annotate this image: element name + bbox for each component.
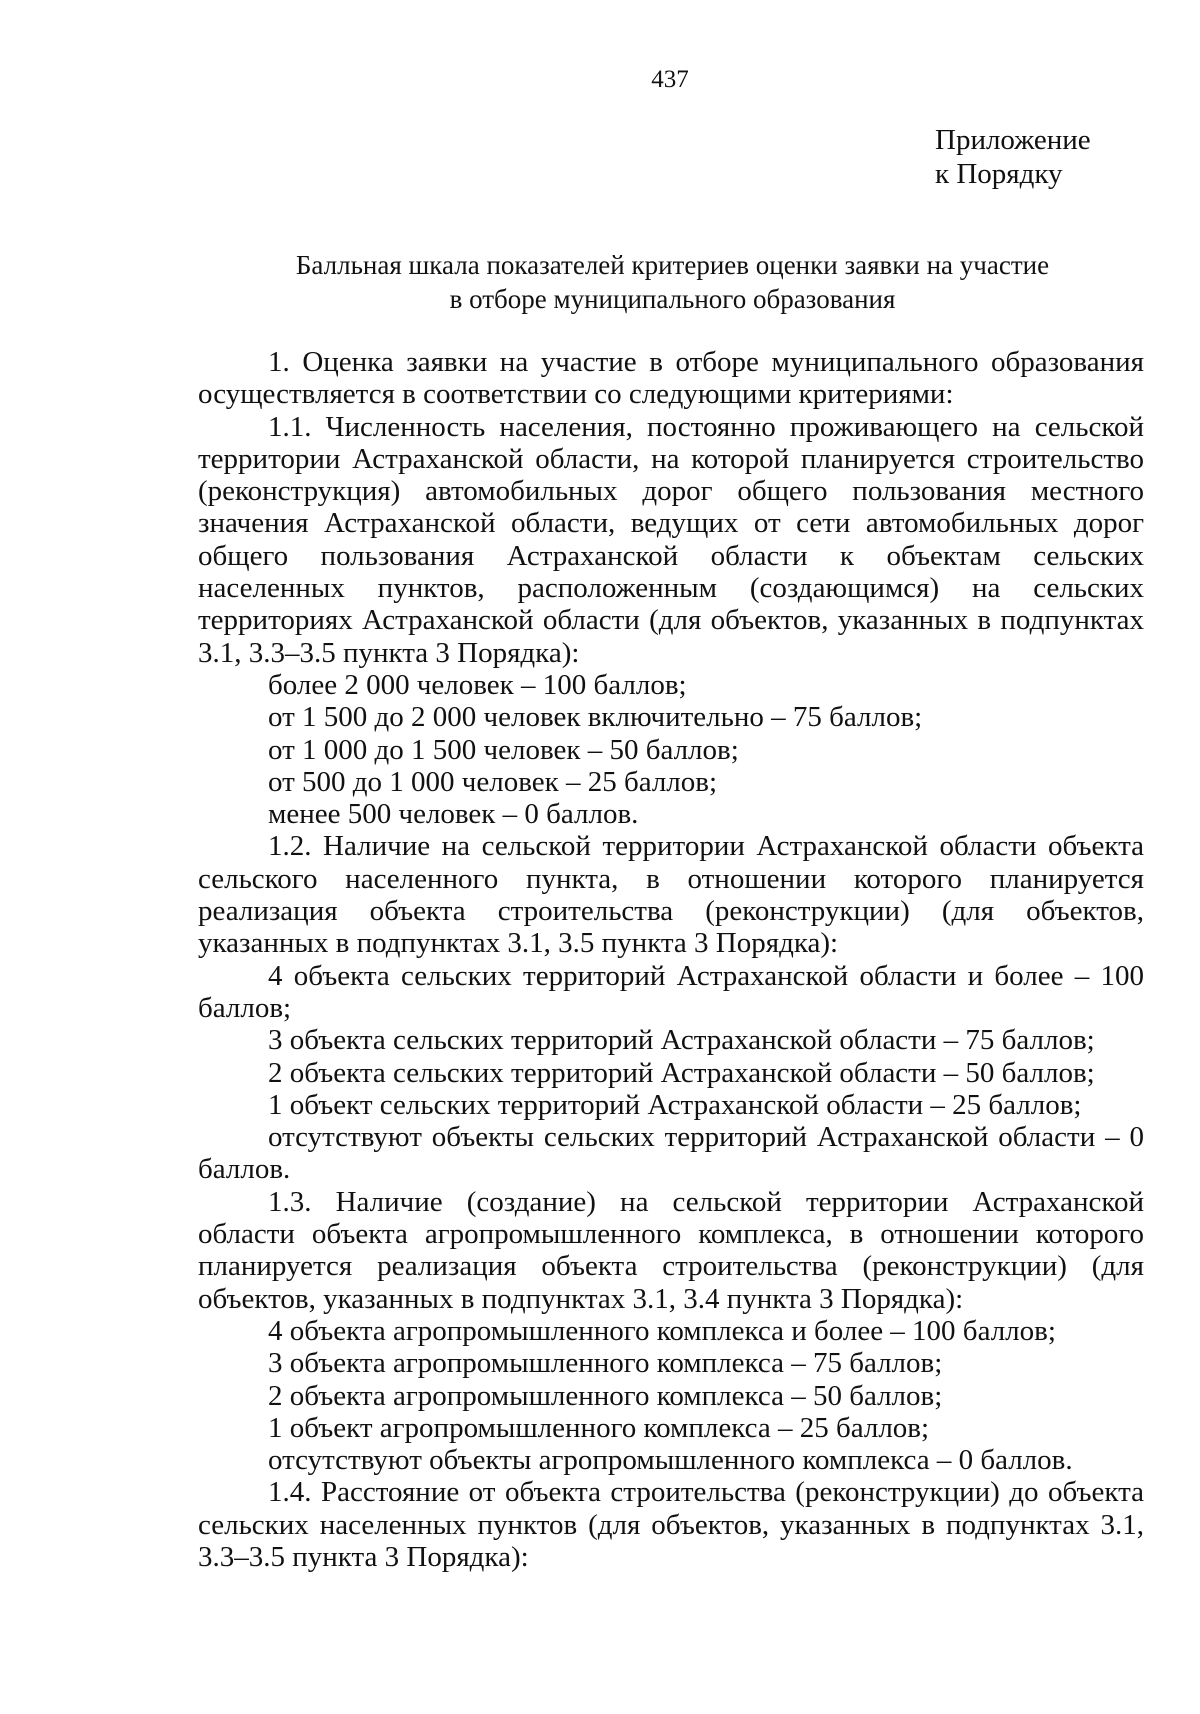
list-item: от 1 500 до 2 000 человек включительно – 75 баллов; (268, 701, 923, 734)
list-item: отсутствуют объекты агропромышленного комплекса – 0 баллов. (268, 1444, 1073, 1477)
list-item: от 1 000 до 1 500 человек – 50 баллов; (268, 733, 739, 766)
paragraph-1: 1. Оценка заявки на участие в отборе муниципального образования осуществляется в соответствии со следующими критериями: (198, 346, 1144, 411)
document-title-line-1: Балльная шкала показателей критериев оценки заявки на участие (295, 250, 1050, 280)
list-item: 1 объект агропромышленного комплекса – 25 баллов; (268, 1411, 930, 1444)
list-item: 1 объект сельских территорий Астраханской области – 25 баллов; (268, 1088, 1082, 1121)
list-item: 4 объекта агропромышленного комплекса и более – 100 баллов; (268, 1314, 1056, 1347)
list-item: 2 объекта агропромышленного комплекса – 50 баллов; (268, 1379, 943, 1412)
list-item: от 500 до 1 000 человек – 25 баллов; (268, 765, 718, 798)
list-item: отсутствуют объекты сельских территорий Астраханской области – 0 баллов. (198, 1121, 1144, 1186)
appendix-line-1: Приложение (935, 124, 1091, 156)
document-title-line-2: в отборе муниципального образования (449, 284, 896, 314)
paragraph-1-2: 1.2. Наличие на сельской территории Астраханской области объекта сельского населенного пункта, в отношении которого планируется реализация объекта строительства (реконструкции) (для объектов, указанных в подпунктах 3.1, 3.5 пункта 3 Порядка): (198, 830, 1144, 960)
paragraph-1-1: 1.1. Численность населения, постоянно проживающего на сельской территории Астраханской области, на которой планируется строительство (реконструкция) автомобильных дорог общего пользования местного значения Астраханской области, ведущих от сети автомобильных дорог общего пользования Астраханской области к объектам сельских населенных пунктов, расположенным (создающимся) на сельских территориях Астраханской области (для объектов, указанных в подпунктах 3.1, 3.3–3.5 пункта 3 Порядка): (198, 410, 1144, 669)
page-number: 437 (651, 66, 689, 93)
list-item: менее 500 человек – 0 баллов. (268, 798, 639, 831)
appendix-heading (935, 123, 1091, 191)
list-item: 3 объекта сельских территорий Астраханской области – 75 баллов; (268, 1024, 1095, 1057)
list-item: 2 объекта сельских территорий Астраханской области – 50 баллов; (268, 1056, 1095, 1089)
document-body (198, 346, 1144, 1573)
appendix-line-2: к Порядку (935, 158, 1063, 190)
document-title (200, 248, 1145, 316)
list-item: 4 объекта сельских территорий Астраханской области и более – 100 баллов; (198, 959, 1144, 1024)
list-item: 3 объекта агропромышленного комплекса – 75 баллов; (268, 1347, 943, 1380)
list-item: более 2 000 человек – 100 баллов; (268, 668, 687, 701)
paragraph-1-4: 1.4. Расстояние от объекта строительства (реконструкции) до объекта сельских населенных пунктов (для объектов, указанных в подпунктах 3.1, 3.3–3.5 пункта 3 Порядка): (198, 1476, 1144, 1573)
paragraph-1-3: 1.3. Наличие (создание) на сельской территории Астраханской области объекта агропромышленного комплекса, в отношении которого планируется реализация объекта строительства (реконструкции) (для объектов, указанных в подпунктах 3.1, 3.4 пункта 3 Порядка): (198, 1185, 1144, 1315)
